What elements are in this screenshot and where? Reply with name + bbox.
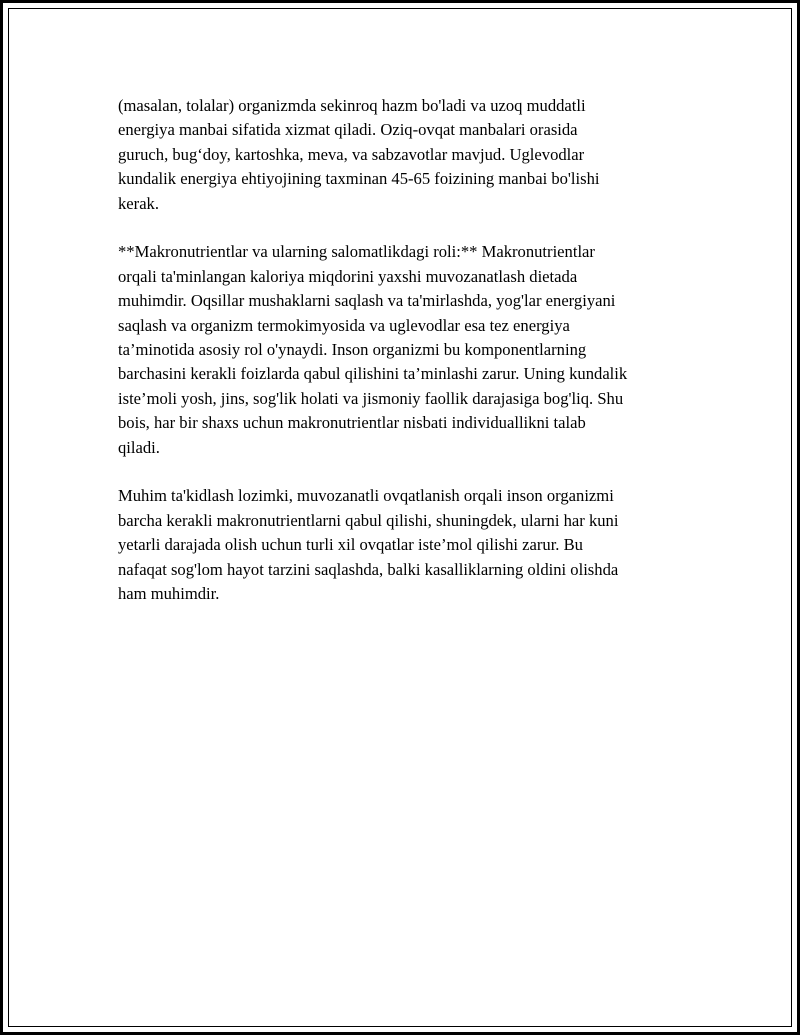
document-body [118,94,698,631]
paragraph-balanced-diet: Muhim ta'kidlash lozimki, muvozanatli ovqatlanish orqali inson organizmi barcha kerakli makronutrientlarni qabul qilishi, shuningdek, ularni har kuni yetarli darajada olish uchun turli xil ovqatlar iste’mol qilishi zarur. Bu nafaqat sog'lom hayot tarzini saqlashda, balki kasalliklarning oldini olishda ham muhimdir. [118,486,619,604]
paragraph-macronutrients-role: **Makronutrientlar va ularning salomatlikdagi roli:** Makronutrientlar orqali ta'minlangan kaloriya miqdorini yaxshi muvozanatlash dietada muhimdir. Oqsillar mushaklarni saqlash va ta'mirlashda, yog'lar energiyani saqlash va organizm termokimyosida va uglevodlar esa tez energiya ta’minotida asosiy rol o'ynaydi. Inson organizmi bu komponentlarning barchasini kerakli foizlarda qabul qilishini ta’minlashi zarur. Uning kundalik iste’moli yosh, jins, sog'lik holati va jismoniy faollik darajasiga bog'liq. Shu bois, har bir shaxs uchun makronutrientlar nisbati individuallikni talab qiladi. [118,242,628,457]
paragraph-carbohydrate-sources: (masalan, tolalar) organizmda sekinroq hazm bo'ladi va uzoq muddatli energiya manbai sifatida xizmat qiladi. Oziq-ovqat manbalari orasida guruch, bug‘doy, kartoshka, meva, va sabzavotlar mavjud. Uglevodlar kundalik energiya ehtiyojining taxminan 45-65 foizining manbai bo'lishi kerak. [118,96,600,213]
